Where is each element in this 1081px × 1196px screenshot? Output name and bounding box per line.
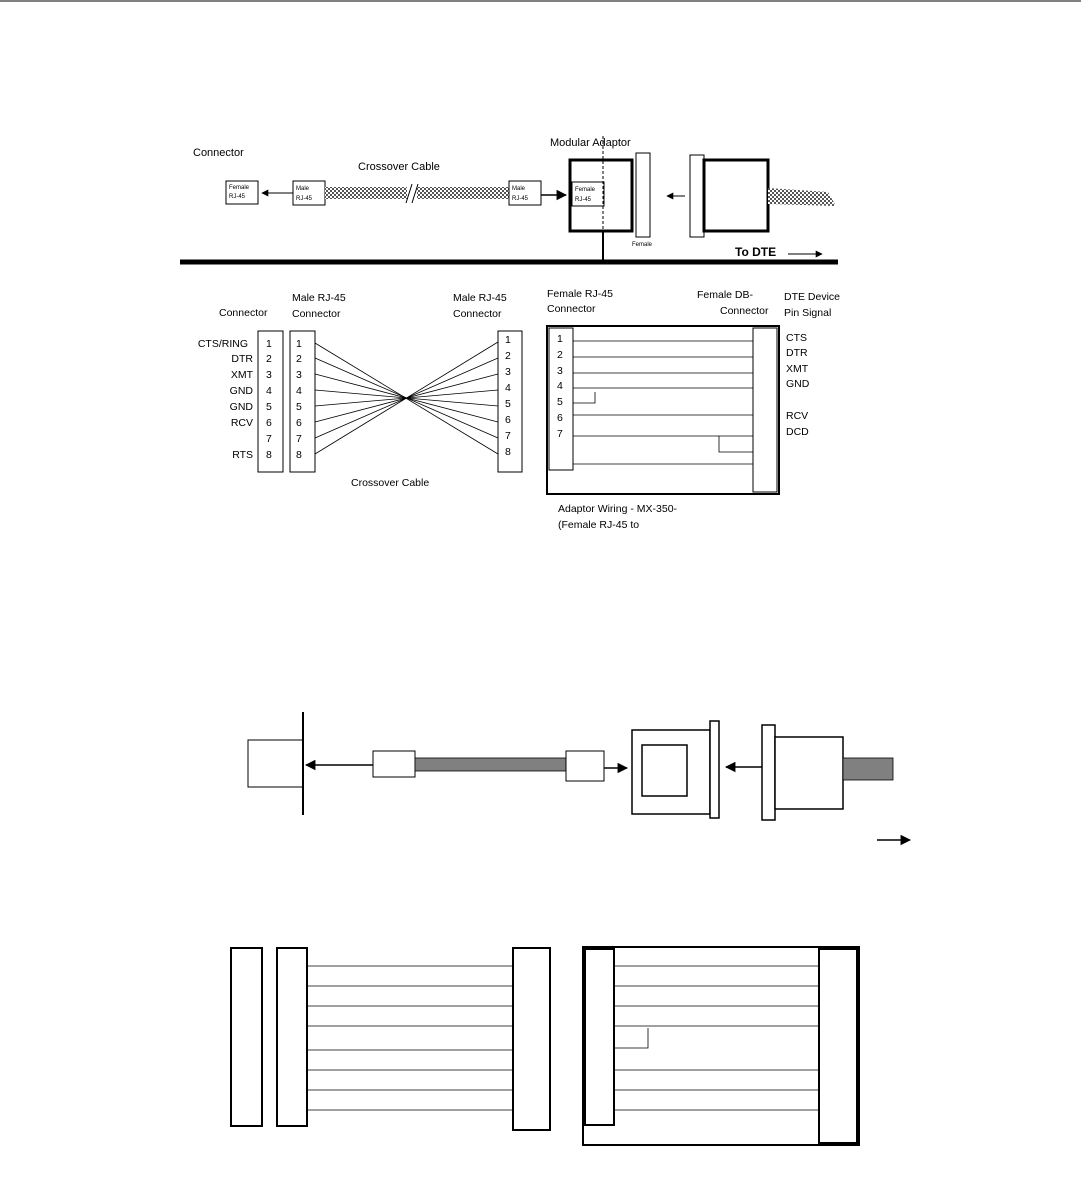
female-rj45-pin-numbers — [557, 333, 563, 440]
female-flange-label: Female — [632, 242, 653, 248]
female-pin-2: 2 — [557, 349, 563, 361]
dte-device-header-2: Pin Signal — [784, 307, 832, 319]
connector-pin-8: 8 — [266, 449, 272, 461]
column-3 — [513, 948, 550, 1130]
connector-pin-4: 4 — [266, 385, 272, 397]
adaptor-socket-2 — [642, 745, 687, 796]
female-rj45-header-1: Female RJ-45 — [547, 288, 613, 300]
db-connector-body — [704, 160, 768, 231]
crossover-cable-caption: Crossover Cable — [351, 477, 430, 489]
db-connector-flange — [690, 155, 704, 237]
connector-label: Connector — [193, 147, 244, 159]
female-pin-5: 5 — [557, 396, 563, 408]
db-flange-2 — [762, 725, 775, 820]
male-rj45-left-text-2: RJ-45 — [296, 196, 313, 202]
connector-pin-2: 2 — [266, 353, 272, 365]
female-pin-1: 1 — [557, 333, 563, 345]
dte-signal-7: DCD — [786, 426, 809, 438]
connector-pin-1: 1 — [266, 338, 272, 350]
female-pin-4: 4 — [557, 380, 563, 392]
female-pin-6: 6 — [557, 412, 563, 424]
plug-left — [373, 751, 415, 777]
male-right-pin-3: 3 — [505, 366, 511, 378]
adaptor-caption-1: Adaptor Wiring - MX-350- — [558, 503, 678, 515]
connector-signal-5: GND — [229, 401, 253, 413]
dte-signal-6: RCV — [786, 410, 809, 422]
dte-signal-2: DTR — [786, 347, 808, 359]
dte-signal-1: CTS — [786, 332, 807, 344]
male-rj45-right-text-1: Male — [512, 186, 526, 192]
male-right-pin-6: 6 — [505, 414, 511, 426]
to-dte-label: To DTE — [735, 245, 777, 259]
adaptor-right-column — [819, 949, 857, 1143]
dte-cable-2 — [843, 758, 893, 780]
adaptor-caption-2: (Female RJ-45 to — [558, 519, 640, 531]
dte-cable — [768, 188, 836, 206]
unlabeled-wiring-diagram — [231, 947, 859, 1145]
dte-signal-4: GND — [786, 378, 810, 390]
pin-wiring-diagram — [198, 288, 840, 531]
male-left-pin-4: 4 — [296, 385, 302, 397]
female-db-pin-column — [753, 328, 777, 492]
male-left-pin-2: 2 — [296, 353, 302, 365]
db-body-2 — [775, 737, 843, 809]
male-right-header-2: Connector — [453, 308, 502, 320]
male-right-pin-8: 8 — [505, 446, 511, 458]
connector-signal-2: DTR — [231, 353, 253, 365]
female-rj45-header-2: Connector — [547, 303, 596, 315]
cable-assembly-diagram — [180, 136, 838, 262]
adaptor-left-column — [585, 949, 614, 1125]
male-right-pin-5: 5 — [505, 398, 511, 410]
plug-right — [566, 751, 604, 781]
dte-signal-list — [786, 332, 810, 438]
dte-device-header-1: DTE Device — [784, 291, 841, 303]
column-1 — [231, 948, 262, 1126]
female-db-header-2: Connector — [720, 305, 769, 317]
male-rj45-left-text-1: Male — [296, 186, 310, 192]
male-rj45-right-text-2: RJ-45 — [512, 196, 529, 202]
female-pin-7: 7 — [557, 428, 563, 440]
adaptor-wiring-box — [547, 326, 779, 494]
connector-signal-3: XMT — [230, 369, 253, 381]
female-rj45-text-1: Female — [229, 185, 250, 191]
connector-signal-8: RTS — [232, 449, 253, 461]
male-left-pin-3: 3 — [296, 369, 302, 381]
crossover-wires — [315, 342, 498, 454]
male-left-pin-column — [290, 331, 315, 472]
connector-header: Connector — [219, 307, 268, 319]
adaptor-flange-2 — [710, 721, 719, 818]
male-left-header-2: Connector — [292, 308, 341, 320]
connector-signal-6: RCV — [230, 417, 253, 429]
connector-pin-5: 5 — [266, 401, 272, 413]
adaptor-female-text-2: RJ-45 — [575, 197, 592, 203]
adaptor-box-2 — [583, 947, 859, 1145]
female-rj45-text-2: RJ-45 — [229, 194, 246, 200]
male-right-pin-4: 4 — [505, 382, 511, 394]
male-right-header-1: Male RJ-45 — [453, 292, 507, 304]
male-left-pin-5: 5 — [296, 401, 302, 413]
male-left-header-1: Male RJ-45 — [292, 292, 346, 304]
male-right-pin-7: 7 — [505, 430, 511, 442]
male-left-pin-8: 8 — [296, 449, 302, 461]
parallel-wires — [307, 966, 513, 1110]
female-flange — [636, 153, 650, 237]
female-pin-3: 3 — [557, 365, 563, 377]
connector-signal-list — [198, 338, 254, 461]
column-2 — [277, 948, 307, 1126]
male-right-pin-2: 2 — [505, 350, 511, 362]
cable-bar — [415, 758, 566, 771]
male-left-pin-1: 1 — [296, 338, 302, 350]
male-left-pin-7: 7 — [296, 433, 302, 445]
wall-connector-box — [248, 740, 303, 787]
connector-pin-7: 7 — [266, 433, 272, 445]
modular-adaptor-label: Modular Adaptor — [550, 137, 631, 149]
connector-signal-4: GND — [229, 385, 253, 397]
female-db-header-1: Female DB- — [697, 289, 754, 301]
connector-pin-3: 3 — [266, 369, 272, 381]
unlabeled-cable-diagram — [248, 712, 910, 840]
connector-pin-6: 6 — [266, 417, 272, 429]
dte-signal-3: XMT — [786, 363, 809, 375]
cable-segment-1 — [325, 187, 407, 199]
adaptor-female-text-1: Female — [575, 187, 596, 193]
male-left-pin-6: 6 — [296, 417, 302, 429]
connector-signal-1: CTS/RING — [197, 338, 248, 350]
male-right-pin-1: 1 — [505, 334, 511, 346]
cable-segment-2 — [417, 187, 509, 199]
crossover-cable-label: Crossover Cable — [358, 161, 440, 173]
